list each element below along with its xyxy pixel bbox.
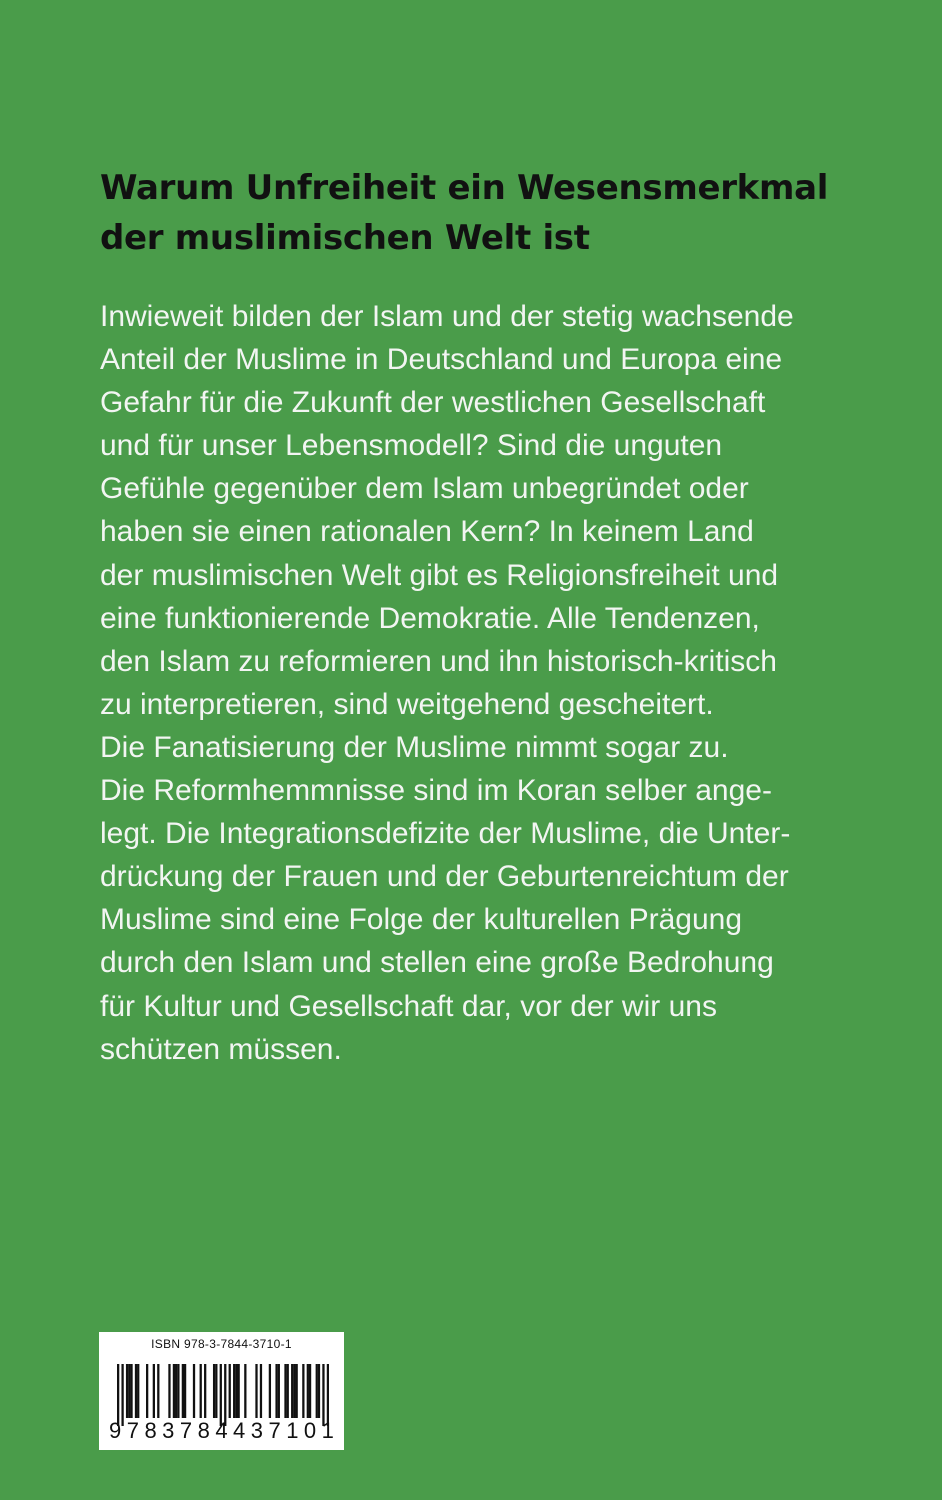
barcode-bar: [269, 1364, 271, 1418]
barcode-digit: 3: [162, 1418, 175, 1443]
isbn-barcode: [99, 1332, 344, 1450]
barcode-bar: [291, 1364, 293, 1418]
headline-line: der muslimischen Welt ist: [100, 218, 590, 258]
barcode-digit: 7: [179, 1418, 193, 1443]
barcode-bar: [316, 1364, 318, 1418]
blurb-line: den Islam zu reformieren und ihn historisch-kritisch: [100, 644, 777, 678]
blurb-line: für Kultur und Gesellschaft dar, vor der wir uns: [100, 989, 717, 1023]
barcode-bar: [278, 1364, 280, 1418]
blurb-line: der muslimischen Welt gibt es Religionsfreiheit und: [100, 558, 779, 592]
barcode-bar: [224, 1364, 226, 1426]
barcode-bar: [327, 1364, 329, 1426]
barcode-bar: [121, 1364, 123, 1426]
back-cover-headline: [100, 163, 860, 263]
barcode-bar: [193, 1364, 195, 1418]
blurb-text: [100, 295, 860, 1071]
barcode-bar: [229, 1364, 231, 1418]
barcode-digit: 8: [197, 1418, 210, 1443]
barcode-bar: [200, 1364, 202, 1418]
barcode-bar: [220, 1364, 222, 1426]
blurb-line: haben sie einen rationalen Kern? In keinem Land: [100, 515, 754, 549]
blurb-line: Inwieweit bilden der Islam und der stetig wachsende: [100, 300, 794, 333]
barcode-bar: [168, 1364, 170, 1418]
barcode-bar: [153, 1364, 155, 1418]
barcode-bar: [307, 1364, 309, 1418]
barcode-bar: [215, 1364, 217, 1418]
barcode-bar: [284, 1364, 286, 1418]
barcode-bar: [235, 1364, 237, 1418]
barcode-bar: [287, 1364, 289, 1418]
barcode-bar: [275, 1364, 277, 1418]
barcode-bar: [117, 1364, 119, 1426]
blurb-line: zu interpretieren, sind weitgehend gescheitert.: [100, 687, 714, 721]
barcode-digit: 4: [215, 1418, 228, 1443]
barcode-bar: [177, 1364, 179, 1418]
barcode-bar: [233, 1364, 235, 1418]
barcode-bar: [182, 1364, 184, 1418]
barcode-bar: [126, 1364, 128, 1418]
barcode-bar: [135, 1364, 137, 1418]
barcode-bar: [318, 1364, 320, 1418]
barcode-bar: [173, 1364, 175, 1418]
barcode-bar: [302, 1364, 304, 1418]
barcode-bar: [293, 1364, 295, 1418]
barcode-bar: [244, 1364, 246, 1418]
blurb-line: Gefahr für die Zukunft der westlichen Gesellschaft: [100, 386, 766, 420]
headline-line: Warum Unfreiheit ein Wesensmerkmal: [100, 168, 829, 208]
blurb-line: Die Fanatisierung der Muslime nimmt sogar zu.: [100, 730, 729, 764]
barcode-bar: [238, 1364, 240, 1418]
barcode-digit: 1: [286, 1418, 299, 1443]
barcode-bar: [309, 1364, 311, 1418]
barcode-bar: [130, 1364, 132, 1418]
barcode-bar: [157, 1364, 159, 1418]
barcode-bar: [137, 1364, 139, 1418]
barcode-bar: [128, 1364, 130, 1418]
blurb-line: Muslime sind eine Folge der kulturellen Prägung: [100, 903, 743, 937]
blurb-line: durch den Islam und stellen eine große Bedrohung: [100, 946, 774, 980]
barcode-digit: 3: [250, 1418, 263, 1443]
barcode-bar: [255, 1364, 257, 1418]
barcode-bar: [296, 1364, 298, 1418]
blurb-line: Die Reformhemmnisse sind im Koran selber ange-: [100, 774, 772, 808]
barcode-digit: 8: [144, 1418, 157, 1443]
barcode-bar: [204, 1364, 206, 1418]
barcode-bar: [213, 1364, 215, 1418]
blurb-line: Gefühle gegenüber dem Islam unbegründet oder: [100, 472, 749, 506]
blurb-line: eine funktionierende Demokratie. Alle Tendenzen,: [100, 601, 760, 635]
barcode-bar: [184, 1364, 186, 1418]
barcode-digit: 1: [321, 1418, 334, 1443]
barcode-digit: 9: [109, 1418, 122, 1443]
barcode-bar: [260, 1364, 262, 1418]
blurb-line: legt. Die Integrationsdefizite der Muslime, die Unter-: [100, 817, 791, 851]
barcode-bar: [146, 1364, 148, 1418]
barcode-digit: 4: [233, 1418, 246, 1443]
barcode-bar: [322, 1364, 324, 1426]
blurb-line: Anteil der Muslime in Deutschland und Europa eine: [100, 343, 783, 377]
isbn-label: ISBN 978-3-7844-3710-1: [151, 1337, 292, 1351]
blurb-line: und für unser Lebensmodell? Sind die unguten: [100, 429, 723, 463]
blurb-line: drückung der Frauen und der Geburtenreichtum der: [100, 860, 789, 894]
blurb-line: schützen müssen.: [100, 1032, 342, 1066]
barcode-digit: 7: [126, 1418, 139, 1443]
barcode-bar: [175, 1364, 177, 1418]
barcode-bars: [117, 1364, 329, 1426]
barcode-digit: 7: [268, 1418, 281, 1443]
barcode-digits: [109, 1419, 334, 1443]
barcode-digit: 0: [303, 1418, 317, 1443]
